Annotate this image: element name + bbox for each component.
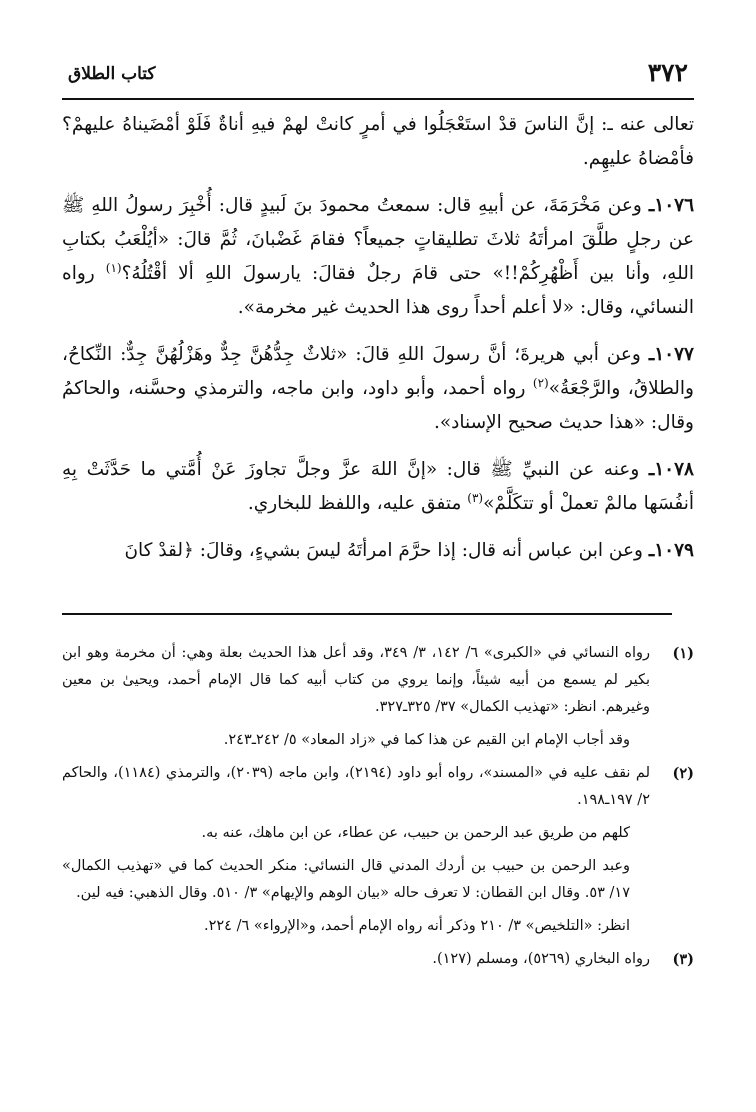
main-text [62,108,694,581]
hadith-number: ١٠٧٧ـ [648,344,694,365]
footnote-1 [62,640,694,721]
hadith-source: متفق عليه، واللفظ للبخاري. [247,493,468,514]
hadith-number: ١٠٧٨ـ [648,459,694,480]
footnote-continuation: وقد أجاب الإمام ابن القيم عن هذا كما في «زاد المعاد» ٥/ ٢٤٢ـ٢٤٣. [223,732,630,748]
footnote-3 [62,946,694,973]
hadith-number: ١٠٧٦ـ [648,195,695,216]
hadith-1077 [62,338,694,440]
footnote-continuation: كلهم من طريق عبد الرحمن بن حبيب، عن عطاء، عن ابن ماهك، عنه به. [201,825,630,841]
hadith-source: رواه النسائي، وقال: «لا أعلم أحداً روى هذا الحديث غير مخرمة». [62,263,694,318]
footnote-number: (٢) [672,765,694,782]
footnote-continuation: انظر: «التلخيص» ٣/ ٢١٠ وذكر أنه رواه الإمام أحمد، و«الإرواء» ٦/ ٢٢٤. [203,918,630,934]
page-number: ٣٧٢ [647,58,688,87]
footnote-ref[interactable]: (٢) [532,375,549,390]
hadith-text: وعنه عن النبيِّ ﷺ قال: «إنَّ اللهَ عزَّ وجلَّ تجاوزَ عَنْ أُمَّتي ما حَدَّثَتْ بِهِ أنفُسَها مالمْ تعملْ أو تتكَلَّمْ» [62,459,694,514]
footnote-text: لم نقف عليه في «المسند»، رواه أبو داود (٢١٩٤)، وابن ماجه (٢٠٣٩)، والترمذي (١١٨٤)، والحاكم ٢/ ١٩٧ـ١٩٨. [62,765,651,808]
hadith-text: وعن مَخْرَمَةَ، عن أبيهِ قال: سمعتُ محمودَ بنَ لَبيدٍ قال: أُخْبِرَ رسولُ اللهِ ﷺ عن رجلٍ طلَّقَ امرأتَهُ ثلاثَ تطليقاتٍ جميعاً؟ فقامَ غَضْبانَ، ثُمَّ قالَ: «أيُلْعَبُ بكتابِ اللهِ، وأنا بين أَظْهُرِكُمْ!!» حتى قامَ رجلٌ فقالَ: يارسولَ اللهِ ألا أقْتُلُهُ؟ [62,195,694,284]
hadith-1079 [62,534,694,568]
hadith-source: رواه أحمد، وأبو داود، وابن ماجه، والترمذي وحسَّنه، والحاكمُ وقال: «هذا حديث صحيح الإسناد». [62,378,694,433]
hadith-text: وعن أبي هريرةَ؛ أنَّ رسولَ اللهِ قالَ: «ثلاثٌ جِدُّهُنَّ جِدٌّ وهَزْلُهُنَّ جِدٌّ: النِّكاحُ، والطلاقُ، والرَّجْعَةُ» [62,344,694,399]
footnote-number: (١) [672,645,694,662]
hadith-text: وعن ابن عباس أنه قال: إذا حرَّمَ امرأتَهُ ليسَ بشيءٍ، وقالَ: ﴿لقدْ كانَ [124,540,643,561]
footnote-ref[interactable]: (٣) [467,490,484,505]
footnotes [62,640,694,979]
page-header [62,58,694,100]
hadith-1078 [62,453,694,521]
paragraph-continuation [62,108,694,176]
footnote-ref[interactable]: (١) [105,260,122,275]
footnote-number: (٣) [672,951,694,968]
paragraph-text: تعالى عنه ـ: إنَّ الناسَ قدْ استَعْجَلُوا في أمرٍ كانتْ لهمْ فيهِ أناةٌ فَلَوْ أمْضَيناهُ عليهمْ؟ فأمْضاهُ عليهِم. [62,114,694,169]
hadith-number: ١٠٧٩ـ [648,540,694,561]
footnote-text: رواه البخاري (٥٢٦٩)، ومسلم (١٢٧). [432,951,650,967]
hadith-1076 [62,189,694,325]
footnote-text: رواه النسائي في «الكبرى» ٦/ ١٤٢، ٣/ ٣٤٩، وقد أعل هذا الحديث بعلة وهي: أن مخرمة وهو ابن بكير لم يسمع من أبيه شيئاً، وإنما يروي من كتاب أبيه كما قال الإمام أحمد، ويحيىٰ بن معين وغيرهم. انظر: «تهذيب الكمال» ٣٧/ ٣٢٥ـ٣٢٧. [62,645,651,715]
footnote-divider [62,613,672,615]
footnote-2 [62,760,694,814]
running-title: كتاب الطلاق [68,64,156,84]
footnote-continuation: وعبد الرحمن بن حبيب بن أردك المدني قال النسائي: منكر الحديث كما في «تهذيب الكمال» ١٧/ ٥٣. وقال ابن القطان: لا تعرف حاله «بيان الوهم والإيهام» ٣/ ٥١٠. وقال الذهبي: فيه لين. [62,858,630,901]
